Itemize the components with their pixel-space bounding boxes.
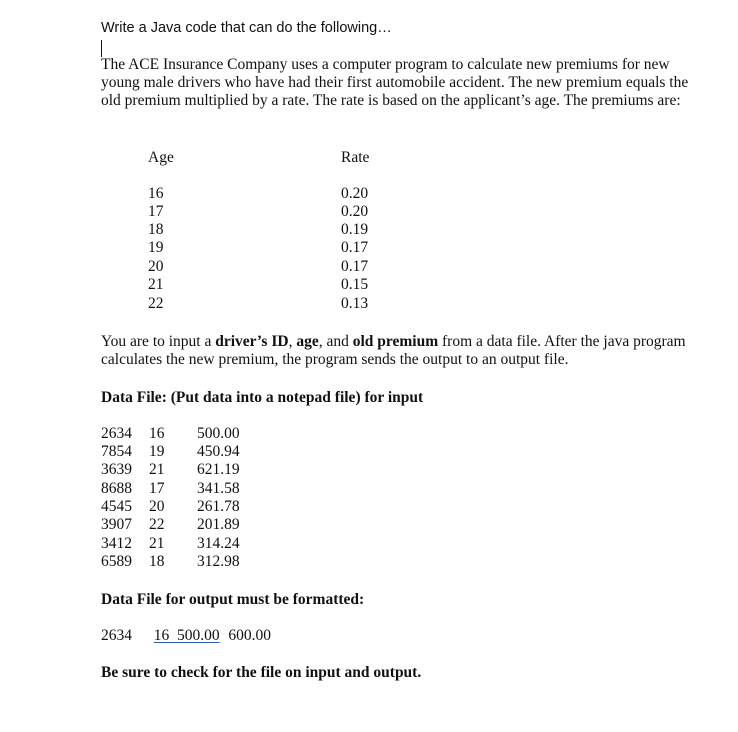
data-premium: 341.58 xyxy=(197,480,240,497)
rate-cell: 0.17 xyxy=(341,258,369,275)
data-age: 17 xyxy=(149,480,165,497)
text-run: , xyxy=(288,333,297,350)
bold-age: age xyxy=(296,333,319,350)
age-cell: 19 xyxy=(148,239,164,256)
data-age: 22 xyxy=(149,516,165,533)
bold-old-premium: old premium xyxy=(352,333,439,350)
rate-column-header: Rate xyxy=(341,149,370,166)
age-cell: 17 xyxy=(148,203,164,220)
intro-line: Write a Java code that can do the following… xyxy=(101,20,392,36)
rate-cell: 0.17 xyxy=(341,239,369,256)
output-new-premium: 600.00 xyxy=(228,627,271,644)
data-id: 2634 xyxy=(101,425,132,442)
data-id: 4545 xyxy=(101,498,132,515)
closing-note: Be sure to check for the file on input and output. xyxy=(101,664,422,681)
input-instructions-paragraph xyxy=(101,333,691,369)
data-id: 8688 xyxy=(101,480,132,497)
rate-cell: 0.19 xyxy=(341,221,369,238)
rate-cell: 0.15 xyxy=(341,276,369,293)
age-cell: 18 xyxy=(148,221,164,238)
rate-cell: 0.20 xyxy=(341,185,369,202)
data-age: 18 xyxy=(149,553,165,570)
output-id: 2634 xyxy=(101,627,132,644)
data-premium: 500.00 xyxy=(197,425,240,442)
data-id: 7854 xyxy=(101,443,132,460)
text-cursor xyxy=(101,40,102,57)
data-id: 3412 xyxy=(101,535,132,552)
data-premium: 201.89 xyxy=(197,516,240,533)
data-age: 21 xyxy=(149,535,165,552)
output-example xyxy=(101,627,271,645)
data-premium: 312.98 xyxy=(197,553,240,570)
data-premium: 314.24 xyxy=(197,535,240,552)
age-cell: 21 xyxy=(148,276,164,293)
data-file-heading: Data File: (Put data into a notepad file) for input xyxy=(101,389,424,406)
output-age-premium: 16 500.00 xyxy=(153,627,220,644)
data-id: 6589 xyxy=(101,553,132,570)
data-premium: 261.78 xyxy=(197,498,240,515)
data-id: 3907 xyxy=(101,516,132,533)
bold-driver-id: driver’s ID xyxy=(215,333,289,350)
rate-cell: 0.20 xyxy=(341,203,369,220)
age-column-header: Age xyxy=(148,149,174,166)
data-premium: 450.94 xyxy=(197,443,240,460)
data-premium: 621.19 xyxy=(197,461,240,478)
text-run: , and xyxy=(318,333,353,350)
age-cell: 20 xyxy=(148,258,164,275)
data-id: 3639 xyxy=(101,461,132,478)
problem-paragraph: The ACE Insurance Company uses a computer program to calculate new premiums for new young male drivers who have had their first automobile accident. The new premium equals the old premium multiplied by a rate. The rate is based on the applicant’s age. The premiums are: xyxy=(101,56,689,109)
output-heading: Data File for output must be formatted: xyxy=(101,591,365,608)
age-cell: 16 xyxy=(148,185,164,202)
age-cell: 22 xyxy=(148,295,164,312)
data-age: 16 xyxy=(149,425,165,442)
data-age: 20 xyxy=(149,498,165,515)
text-run: from a data file. After the java program calculates the new premium, the program sends the output to an output file. xyxy=(101,333,686,368)
data-age: 19 xyxy=(149,443,165,460)
data-age: 21 xyxy=(149,461,165,478)
rate-cell: 0.13 xyxy=(341,295,369,312)
text-run: You are to input a xyxy=(101,333,216,350)
